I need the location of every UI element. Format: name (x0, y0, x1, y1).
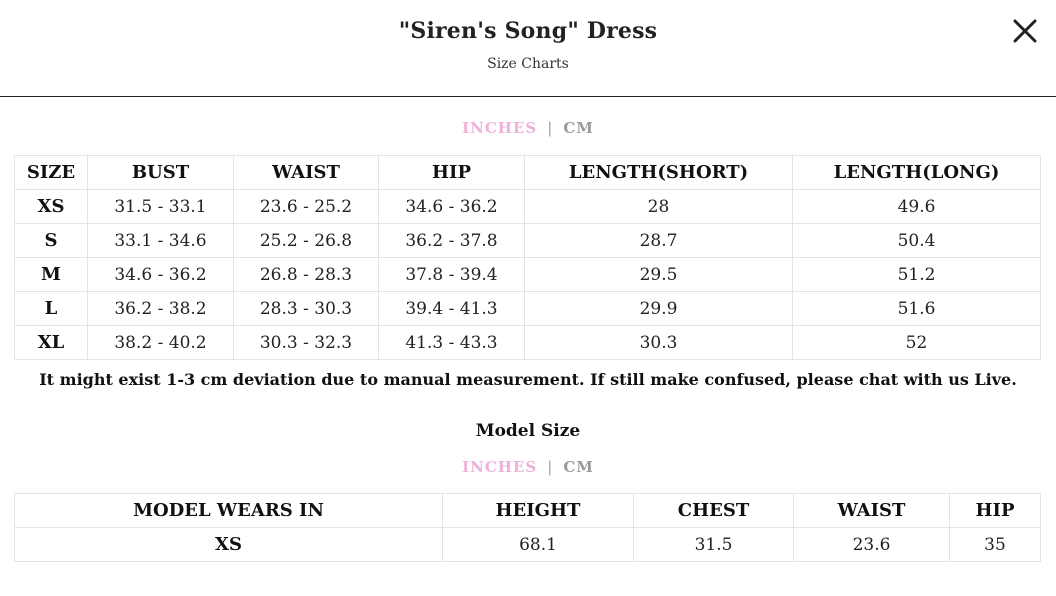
unit-cm-tab[interactable]: CM (563, 458, 594, 476)
table-row (15, 258, 1041, 292)
table-row (15, 326, 1041, 360)
bust-value: 38.2 - 40.2 (88, 326, 234, 360)
column-header-length-long: LENGTH(LONG) (793, 156, 1041, 190)
model-size-heading: Model Size (475, 421, 581, 441)
model-table-header-row (15, 494, 1041, 528)
size-label: L (15, 292, 88, 326)
table-row (15, 190, 1041, 224)
model-height-value: 68.1 (443, 528, 634, 562)
close-icon (1010, 16, 1040, 46)
measurement-note: It might exist 1-3 cm deviation due to manual measurement. If still make confused, please chat with us Live. (39, 370, 1017, 389)
column-header-hip: HIP (950, 494, 1041, 528)
model-waist-value: 23.6 (794, 528, 950, 562)
length-long-value: 52 (793, 326, 1041, 360)
length-short-value: 28 (525, 190, 793, 224)
model-hip-value: 35 (950, 528, 1041, 562)
bust-value: 34.6 - 36.2 (88, 258, 234, 292)
length-long-value: 51.2 (793, 258, 1041, 292)
size-label: XS (15, 190, 88, 224)
size-label: XL (15, 326, 88, 360)
column-header-hip: HIP (379, 156, 525, 190)
unit-inches-tab[interactable]: INCHES (462, 458, 538, 476)
page-title: "Siren's Song" Dress (398, 18, 658, 44)
hip-value: 36.2 - 37.8 (379, 224, 525, 258)
waist-value: 26.8 - 28.3 (234, 258, 379, 292)
unit-separator: | (547, 458, 554, 476)
bust-value: 31.5 - 33.1 (88, 190, 234, 224)
length-long-value: 51.6 (793, 292, 1041, 326)
column-header-size: SIZE (15, 156, 88, 190)
column-header-height: HEIGHT (443, 494, 634, 528)
model-size-table (14, 493, 1041, 562)
table-row (15, 224, 1041, 258)
unit-toggle-model (0, 458, 1056, 476)
unit-inches-tab[interactable]: INCHES (462, 119, 538, 137)
hip-value: 39.4 - 41.3 (379, 292, 525, 326)
table-row (15, 292, 1041, 326)
hip-value: 37.8 - 39.4 (379, 258, 525, 292)
waist-value: 25.2 - 26.8 (234, 224, 379, 258)
hip-value: 41.3 - 43.3 (379, 326, 525, 360)
length-short-value: 29.5 (525, 258, 793, 292)
waist-value: 30.3 - 32.3 (234, 326, 379, 360)
waist-value: 23.6 - 25.2 (234, 190, 379, 224)
page-subtitle: Size Charts (487, 56, 569, 72)
size-label: M (15, 258, 88, 292)
column-header-chest: CHEST (634, 494, 794, 528)
length-long-value: 50.4 (793, 224, 1041, 258)
bust-value: 33.1 - 34.6 (88, 224, 234, 258)
column-header-waist: WAIST (234, 156, 379, 190)
column-header-bust: BUST (88, 156, 234, 190)
close-button[interactable] (1010, 16, 1040, 46)
length-long-value: 49.6 (793, 190, 1041, 224)
length-short-value: 29.9 (525, 292, 793, 326)
unit-separator: | (547, 119, 554, 137)
model-size-value: XS (15, 528, 443, 562)
column-header-waist: WAIST (794, 494, 950, 528)
table-row (15, 528, 1041, 562)
size-table-header-row (15, 156, 1041, 190)
length-short-value: 30.3 (525, 326, 793, 360)
length-short-value: 28.7 (525, 224, 793, 258)
model-chest-value: 31.5 (634, 528, 794, 562)
unit-toggle-size-chart (0, 119, 1056, 137)
size-chart-table (14, 155, 1041, 360)
hip-value: 34.6 - 36.2 (379, 190, 525, 224)
bust-value: 36.2 - 38.2 (88, 292, 234, 326)
modal-header (0, 0, 1056, 97)
unit-cm-tab[interactable]: CM (563, 119, 594, 137)
column-header-model-wears-in: MODEL WEARS IN (15, 494, 443, 528)
size-label: S (15, 224, 88, 258)
waist-value: 28.3 - 30.3 (234, 292, 379, 326)
column-header-length-short: LENGTH(SHORT) (525, 156, 793, 190)
